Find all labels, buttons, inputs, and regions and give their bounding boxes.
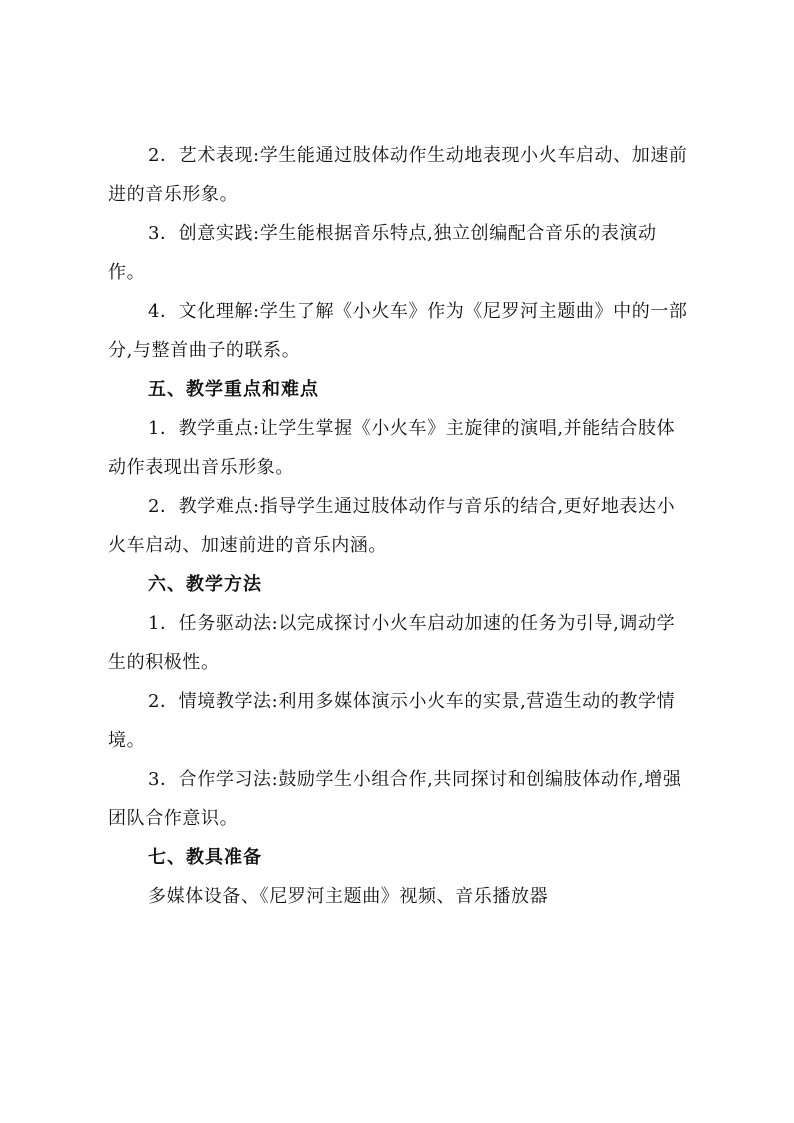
method-cooperative: 3．合作学习法:鼓励学生小组合作,共同探讨和创编肢体动作,增强团队合作意识。	[108, 769, 682, 829]
objective-creative-practice: 3．创意实践:学生能根据音乐特点,独立创编配合音乐的表演动作。	[108, 223, 657, 283]
section-heading-methods: 六、教学方法	[148, 574, 262, 595]
method-task-driven: 1．任务驱动法:以完成探讨小火车启动加速的任务为引导,调动学生的积极性。	[108, 613, 676, 673]
document-body	[108, 136, 692, 916]
objective-artistic-expression: 2．艺术表现:学生能通过肢体动作生动地表现小火车启动、加速前进的音乐形象。	[108, 145, 688, 205]
objective-cultural-understanding: 4．文化理解:学生了解《小火车》作为《尼罗河主题曲》中的一部分,与整首曲子的联系。	[108, 301, 688, 361]
difficulty-item: 2．教学难点:指导学生通过肢体动作与音乐的结合,更好地表达小火车启动、加速前进的音乐内涵。	[108, 496, 676, 556]
section-heading-key-points: 五、教学重点和难点	[148, 379, 319, 400]
section-heading-teaching-aids: 七、教具准备	[148, 847, 262, 868]
key-point-item: 1．教学重点:让学生掌握《小火车》主旋律的演唱,并能结合肢体动作表现出音乐形象。	[108, 418, 676, 478]
teaching-aids-list: 多媒体设备、《尼罗河主题曲》视频、音乐播放器	[148, 886, 549, 907]
method-situational: 2．情境教学法:利用多媒体演示小火车的实景,营造生动的教学情境。	[108, 691, 676, 751]
